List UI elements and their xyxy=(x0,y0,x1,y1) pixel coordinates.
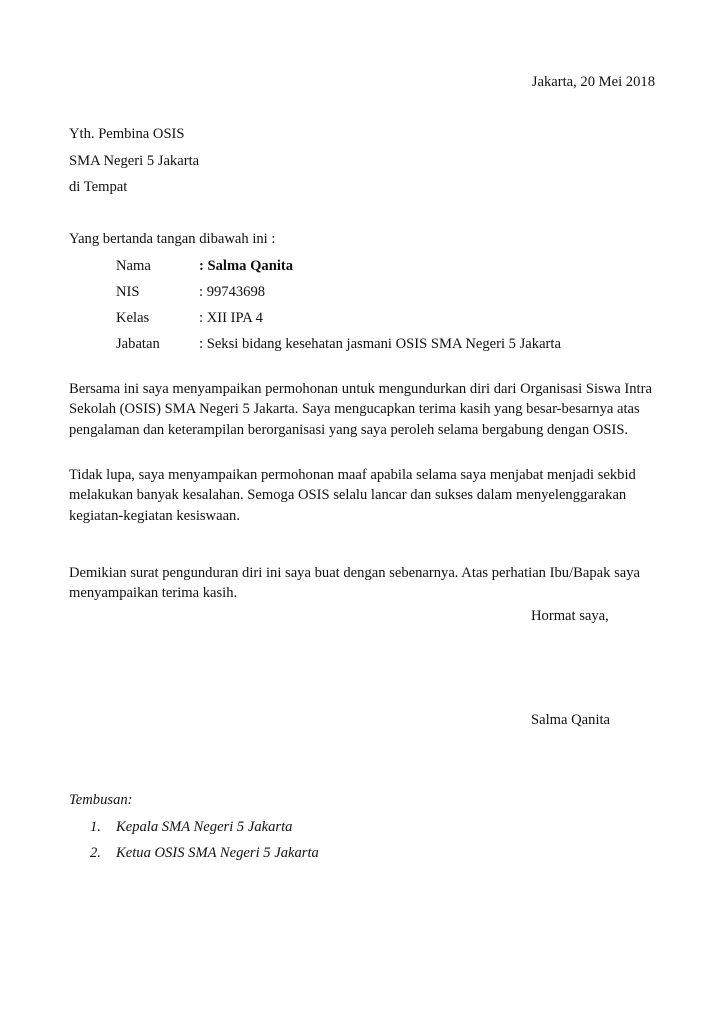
closing-salutation: Hormat saya, xyxy=(531,608,609,624)
body-paragraph xyxy=(69,465,669,526)
identity-label: Kelas xyxy=(116,310,150,326)
cc-item-number: 1. xyxy=(90,819,101,835)
identity-label: NIS xyxy=(116,284,140,300)
paragraph-line: Tidak lupa, saya menyampaikan permohonan maaf apabila selama saya menjabat menjadi sekbid xyxy=(69,467,636,483)
identity-value: : Seksi bidang kesehatan jasmani OSIS SMA Negeri 5 Jakarta xyxy=(199,336,561,352)
paragraph-line: pengalaman dan keterampilan berorganisasi yang saya peroleh selama bergabung dengan OSIS. xyxy=(69,421,629,438)
paragraph-line: menyampaikan terima kasih. xyxy=(69,585,238,602)
cc-list-item xyxy=(90,844,319,862)
recipient-line: Yth. Pembina OSIS xyxy=(69,126,185,142)
cc-item-number: 2. xyxy=(90,845,101,861)
cc-item-text: Kepala SMA Negeri 5 Jakarta xyxy=(116,819,293,835)
cc-list-item xyxy=(90,818,292,836)
recipient-line: di Tempat xyxy=(69,179,128,195)
body-paragraph xyxy=(69,563,669,604)
place-date: Jakarta, 20 Mei 2018 xyxy=(531,74,655,90)
identity-value: : XII IPA 4 xyxy=(199,310,263,326)
body-paragraph xyxy=(69,379,669,440)
identity-value: : 99743698 xyxy=(199,284,266,300)
identity-label: Nama xyxy=(116,258,151,274)
paragraph-line: Demikian surat pengunduran diri ini saya buat dengan sebenarnya. Atas perhatian Ibu/Bapak saya xyxy=(69,565,641,581)
identity-value: : Salma Qanita xyxy=(199,258,294,274)
signer-name: Salma Qanita xyxy=(531,712,611,728)
intro-text: Yang bertanda tangan dibawah ini : xyxy=(69,231,276,247)
cc-item-text: Ketua OSIS SMA Negeri 5 Jakarta xyxy=(116,845,319,861)
cc-title: Tembusan: xyxy=(69,792,133,808)
paragraph-line: melakukan banyak kesalahan. Semoga OSIS selalu lancar dan sukses dalam menyelenggarakan xyxy=(69,487,627,504)
recipient-line: SMA Negeri 5 Jakarta xyxy=(69,153,200,169)
paragraph-line: kegiatan-kegiatan kesiswaan. xyxy=(69,507,240,524)
paragraph-line: Bersama ini saya menyampaikan permohonan untuk mengundurkan diri dari Organisasi Siswa Intra xyxy=(69,381,652,397)
paragraph-line: Sekolah (OSIS) SMA Negeri 5 Jakarta. Saya mengucapkan terima kasih yang besar-besarnya atas xyxy=(69,401,640,418)
identity-label: Jabatan xyxy=(116,336,160,352)
